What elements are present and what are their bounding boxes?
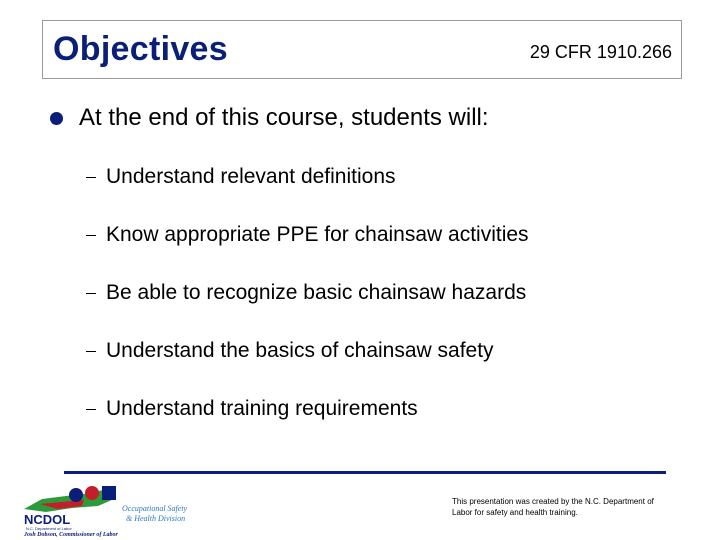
worker-icon — [69, 488, 83, 502]
worker-icon — [85, 486, 99, 500]
list-item-text: Be able to recognize basic chainsaw hazards — [106, 281, 527, 304]
list-item — [86, 322, 529, 380]
main-bullet-text: At the end of this course, students will: — [79, 104, 489, 131]
logo-text: NCDOL — [24, 512, 71, 527]
graduate-icon — [102, 486, 116, 500]
list-item-text: Understand the basics of chainsaw safety — [106, 339, 494, 362]
commissioner-line: Josh Dobson, Commissioner of Labor — [24, 532, 118, 537]
list-item-text: Understand training requirements — [106, 397, 418, 420]
slide-title: Objectives — [53, 30, 228, 68]
ncdol-logo — [22, 479, 202, 537]
list-item — [86, 380, 529, 438]
objectives-list — [86, 148, 529, 438]
list-item — [86, 206, 529, 264]
list-item — [86, 148, 529, 206]
title-divider — [42, 78, 682, 79]
division-line-1: Occupational Safety — [122, 504, 188, 513]
dash-icon — [86, 351, 96, 352]
dash-icon — [86, 177, 96, 178]
regulation-reference: 29 CFR 1910.266 — [529, 42, 672, 62]
main-bullet — [50, 104, 489, 132]
list-item-text: Know appropriate PPE for chainsaw activities — [106, 223, 529, 246]
footer-note: This presentation was created by the N.C. Department of Labor for safety and health training. — [452, 497, 654, 517]
division-line-2: & Health Division — [126, 514, 186, 523]
list-item-text: Understand relevant definitions — [106, 165, 396, 188]
bullet-dot-icon — [50, 112, 63, 125]
nc-state-shape-icon — [24, 488, 114, 512]
logo-subtext: N.C. Department of Labor — [26, 526, 72, 531]
dash-icon — [86, 293, 96, 294]
list-item — [86, 264, 529, 322]
dash-icon — [86, 235, 96, 236]
dash-icon — [86, 409, 96, 410]
footer-divider — [64, 471, 666, 474]
